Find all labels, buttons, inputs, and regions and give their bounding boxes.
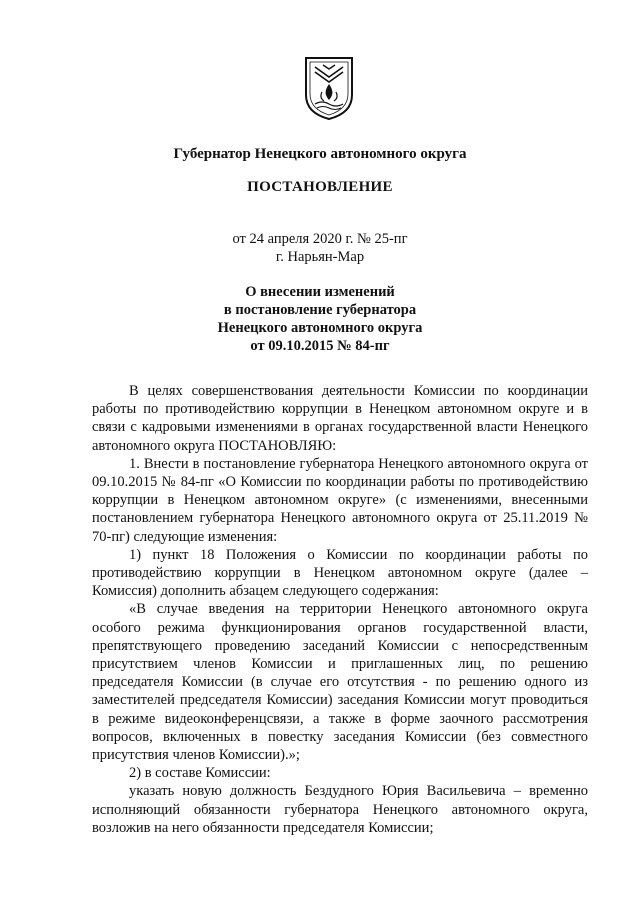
title-line: в постановление губернатора (223, 302, 417, 318)
document-body (92, 382, 588, 837)
date-place-block (0, 230, 640, 266)
title-line: от 09.10.2015 № 84-пг (250, 338, 390, 354)
city-name: г. Нарьян-Мар (275, 249, 365, 265)
document-title (0, 283, 640, 355)
document-type: ПОСТАНОВЛЕНИЕ (247, 179, 393, 195)
body-paragraph: указать новую должность Бездудного Юрия Васильевича – временно исполняющий обязанности губернатора Ненецкого автономного округа, возложив на него обязанности председателя Комиссии; (92, 783, 588, 836)
coat-of-arms-emblem (303, 55, 355, 121)
title-line: Ненецкого автономного округа (217, 320, 423, 336)
body-paragraph: 2) в составе Комиссии: (129, 765, 271, 782)
body-paragraph: 1. Внести в постановление губернатора Ненецкого автономного округа от 09.10.2015 № 84-пг «О Комиссии по координации работы по противодействию коррупции в Ненецком автономном округе» (с изменениями, внесенными постановлением губернатора Ненецкого автономного округа от 25.11.2019 № 70-пг) следующие изменения: (92, 455, 588, 545)
body-paragraph: «В случае введения на территории Ненецкого автономного округа особого режима функционирования органов государственной власти, препятствующего проведению заседаний Комиссии с непосредственным присутствием членов Комиссии и приглашенных лиц, по решению председателя Комиссии (в случае его отсутствия - по решению одного из заместителей председателя Комиссии) заседания Комиссии могут проводиться в режиме видеоконференцсвязи, а также в форме заочного рассмотрения вопросов, включенных в повестку заседания Комиссии (без совместного присутствия членов Комиссии).»; (92, 601, 588, 764)
body-paragraph: 1) пункт 18 Положения о Комиссии по координации работы по противодействию коррупции в Ненецком автономном округе (далее – Комиссия) дополнить абзацем следующего содержания: (92, 546, 588, 600)
title-line: О внесении изменений (245, 284, 395, 300)
issuing-authority: Губернатор Ненецкого автономного округа (173, 146, 467, 162)
body-paragraph: В целях совершенствования деятельности Комиссии по координации работы по противодействию коррупции в Ненецком автономном округе и в связи с кадровыми изменениями в органах государственной власти Ненецкого автономного округа ПОСТАНОВЛЯЮ: (92, 383, 588, 454)
date-and-number: от 24 апреля 2020 г. № 25-пг (232, 231, 408, 247)
